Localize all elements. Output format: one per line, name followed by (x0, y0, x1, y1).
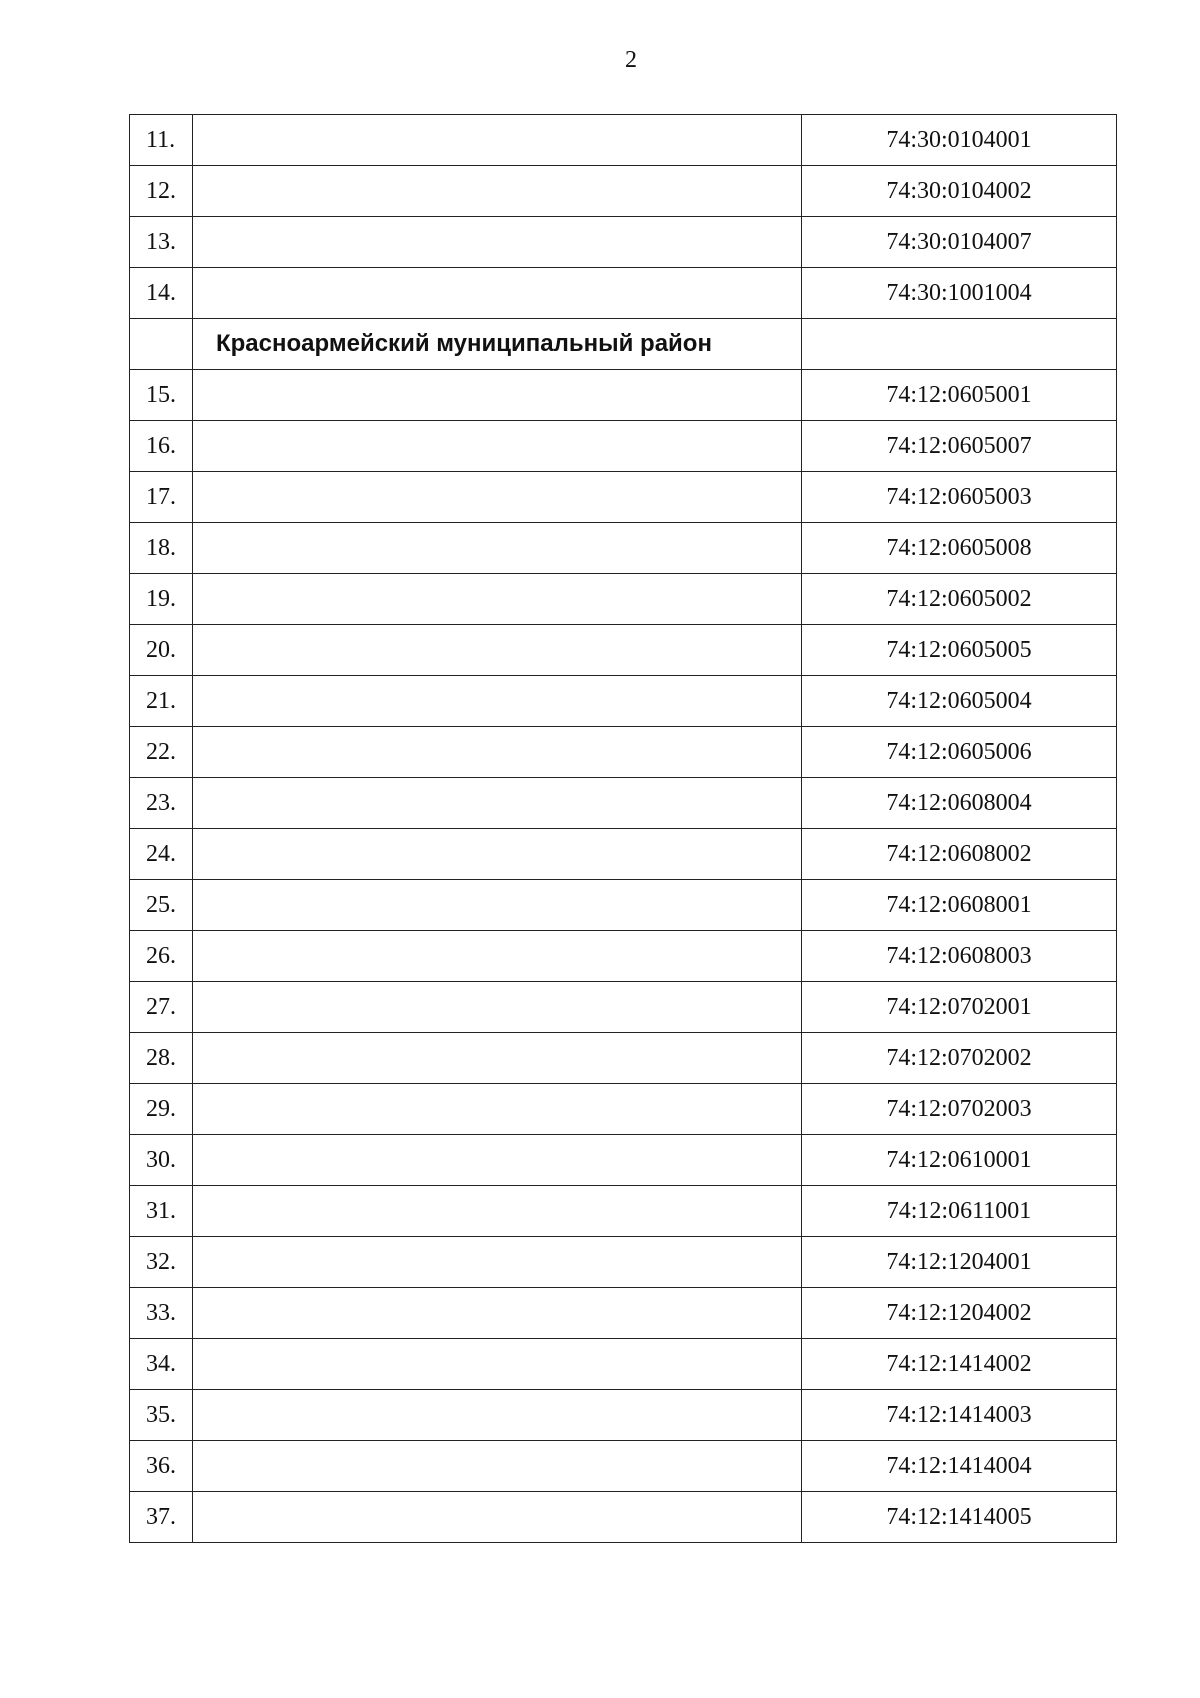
row-number-cell: 15. (130, 370, 193, 421)
table-row (130, 1390, 1117, 1441)
table-row (130, 1135, 1117, 1186)
cadastral-number-cell: 74:12:0605001 (802, 370, 1117, 421)
row-number-cell: 17. (130, 472, 193, 523)
cadastral-number-cell: 74:12:0605003 (802, 472, 1117, 523)
row-number-cell: 36. (130, 1441, 193, 1492)
name-cell (193, 1135, 802, 1186)
name-cell (193, 1237, 802, 1288)
row-number-cell: 35. (130, 1390, 193, 1441)
row-number-cell: 16. (130, 421, 193, 472)
table-body (130, 115, 1117, 1543)
cadastral-number-cell: 74:12:0610001 (802, 1135, 1117, 1186)
name-cell (193, 523, 802, 574)
table-row (130, 217, 1117, 268)
name-cell (193, 1441, 802, 1492)
cadastral-number-cell: 74:12:0605004 (802, 676, 1117, 727)
cadastral-number-cell: 74:12:0605005 (802, 625, 1117, 676)
row-number-cell: 34. (130, 1339, 193, 1390)
row-number-cell: 12. (130, 166, 193, 217)
cadastral-number-cell: 74:12:0611001 (802, 1186, 1117, 1237)
cadastral-number-cell: 74:12:0605007 (802, 421, 1117, 472)
cadastral-number-cell: 74:30:0104001 (802, 115, 1117, 166)
page-number: 2 (625, 47, 637, 73)
cadastral-number-cell (802, 319, 1117, 370)
table-row (130, 472, 1117, 523)
row-number-cell: 13. (130, 217, 193, 268)
row-number-cell: 30. (130, 1135, 193, 1186)
row-number-cell: 27. (130, 982, 193, 1033)
table-row (130, 880, 1117, 931)
table-row (130, 676, 1117, 727)
table-row (130, 625, 1117, 676)
row-number-cell: 24. (130, 829, 193, 880)
name-cell (193, 574, 802, 625)
row-number-cell: 11. (130, 115, 193, 166)
cadastral-number-cell: 74:12:0702001 (802, 982, 1117, 1033)
cadastral-number-cell: 74:12:0608003 (802, 931, 1117, 982)
table-row (130, 421, 1117, 472)
cadastral-number-cell: 74:12:0608004 (802, 778, 1117, 829)
name-cell (193, 370, 802, 421)
name-cell (193, 727, 802, 778)
cadastral-number-cell: 74:12:0605006 (802, 727, 1117, 778)
name-cell (193, 268, 802, 319)
row-number-cell: 21. (130, 676, 193, 727)
row-number-cell: 28. (130, 1033, 193, 1084)
cadastral-quarters-table (129, 114, 1117, 1543)
table-row (130, 931, 1117, 982)
cadastral-number-cell: 74:30:0104002 (802, 166, 1117, 217)
table-row (130, 370, 1117, 421)
name-cell (193, 1084, 802, 1135)
cadastral-number-cell: 74:12:0605008 (802, 523, 1117, 574)
row-number-cell: 25. (130, 880, 193, 931)
table-row (130, 166, 1117, 217)
name-cell (193, 421, 802, 472)
name-cell (193, 217, 802, 268)
name-cell (193, 625, 802, 676)
table-row (130, 829, 1117, 880)
name-cell (193, 676, 802, 727)
row-number-cell: 18. (130, 523, 193, 574)
cadastral-number-cell: 74:12:1414005 (802, 1492, 1117, 1543)
cadastral-number-cell: 74:12:1204002 (802, 1288, 1117, 1339)
cadastral-number-cell: 74:12:0605002 (802, 574, 1117, 625)
table-row (130, 1033, 1117, 1084)
cadastral-number-cell: 74:12:1414004 (802, 1441, 1117, 1492)
name-cell (193, 880, 802, 931)
cadastral-number-cell: 74:12:0702003 (802, 1084, 1117, 1135)
name-cell (193, 1492, 802, 1543)
cadastral-number-cell: 74:30:1001004 (802, 268, 1117, 319)
name-cell (193, 1390, 802, 1441)
row-number-cell: 37. (130, 1492, 193, 1543)
name-cell (193, 472, 802, 523)
cadastral-number-cell: 74:12:0608001 (802, 880, 1117, 931)
table-row (130, 1186, 1117, 1237)
table-row (130, 1237, 1117, 1288)
cadastral-number-cell: 74:12:1414003 (802, 1390, 1117, 1441)
row-number-cell: 32. (130, 1237, 193, 1288)
cadastral-number-cell: 74:12:0702002 (802, 1033, 1117, 1084)
name-cell (193, 778, 802, 829)
name-cell (193, 115, 802, 166)
name-cell (193, 982, 802, 1033)
name-cell (193, 829, 802, 880)
table-row (130, 1339, 1117, 1390)
table-row (130, 1441, 1117, 1492)
name-cell (193, 1288, 802, 1339)
name-cell (193, 1339, 802, 1390)
row-number-cell: 22. (130, 727, 193, 778)
section-title-cell: Красноармейский муниципальный район (193, 319, 802, 370)
row-number-cell: 14. (130, 268, 193, 319)
table-row (130, 778, 1117, 829)
cadastral-number-cell: 74:12:1414002 (802, 1339, 1117, 1390)
section-row (130, 319, 1117, 370)
name-cell (193, 1033, 802, 1084)
table-row (130, 1288, 1117, 1339)
table-row (130, 727, 1117, 778)
table-row (130, 523, 1117, 574)
table-row (130, 982, 1117, 1033)
name-cell (193, 1186, 802, 1237)
row-number-cell: 33. (130, 1288, 193, 1339)
table-row (130, 1492, 1117, 1543)
name-cell (193, 931, 802, 982)
name-cell (193, 166, 802, 217)
row-number-cell: 19. (130, 574, 193, 625)
table-row (130, 268, 1117, 319)
cadastral-number-cell: 74:12:1204001 (802, 1237, 1117, 1288)
row-number-cell: 29. (130, 1084, 193, 1135)
row-number-cell: 26. (130, 931, 193, 982)
table-row (130, 115, 1117, 166)
cadastral-number-cell: 74:12:0608002 (802, 829, 1117, 880)
cadastral-number-cell: 74:30:0104007 (802, 217, 1117, 268)
table-row (130, 574, 1117, 625)
table-row (130, 1084, 1117, 1135)
row-number-cell (130, 319, 193, 370)
row-number-cell: 23. (130, 778, 193, 829)
row-number-cell: 31. (130, 1186, 193, 1237)
row-number-cell: 20. (130, 625, 193, 676)
